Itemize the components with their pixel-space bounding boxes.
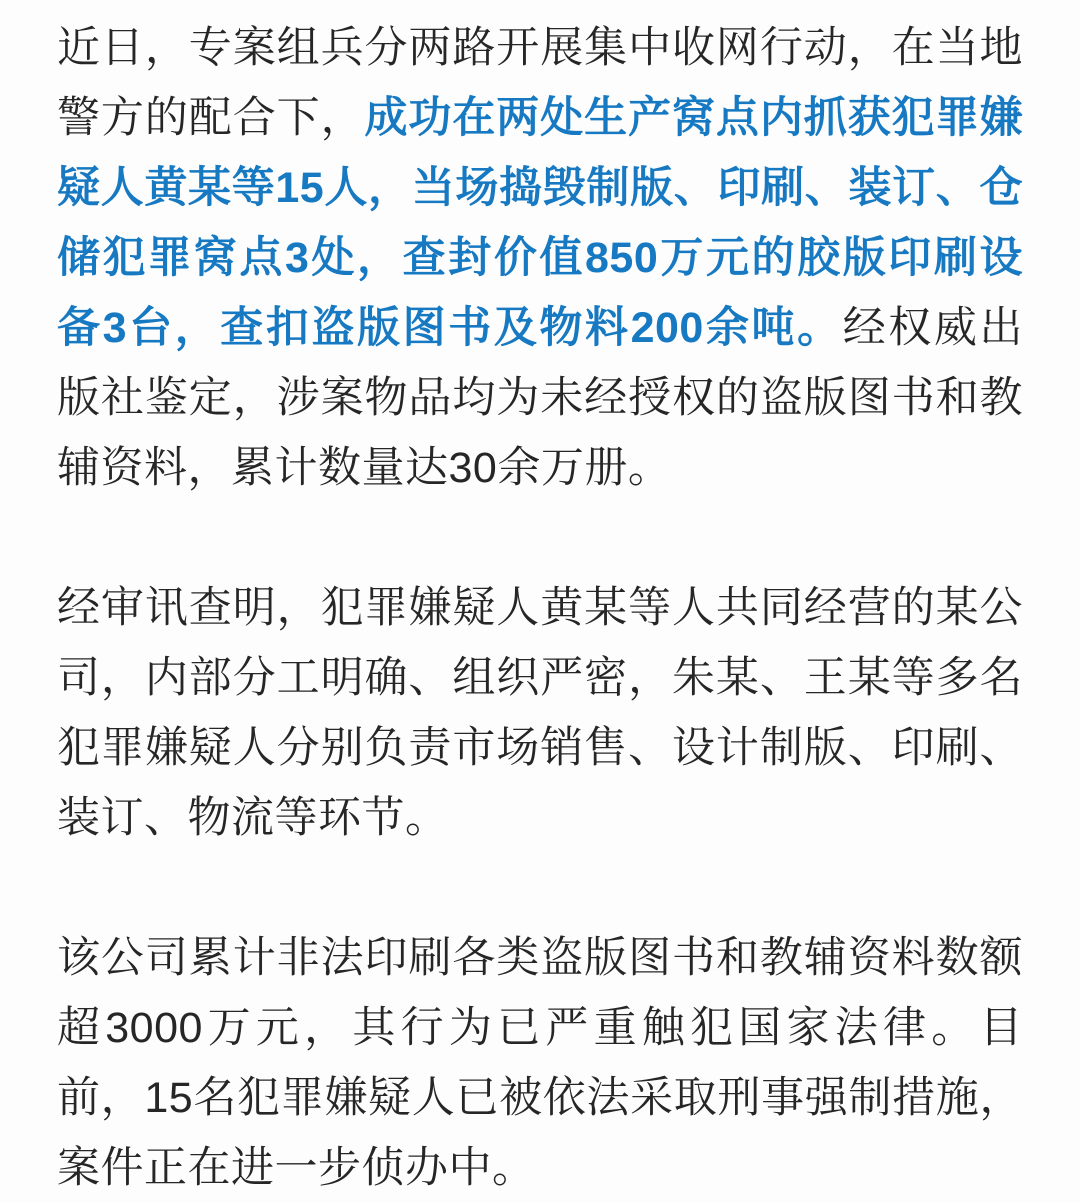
paragraph-1	[57, 13, 1023, 503]
paragraph-2	[57, 573, 1023, 853]
paragraph-3	[57, 923, 1023, 1203]
text-segment: 经权威出版社鉴定，涉案物品均为未经授权的盗版图书和教辅资料，累计数量达30余万册。	[57, 304, 1023, 492]
text-segment: 经审讯查明，犯罪嫌疑人黄某等人共同经营的某公司，内部分工明确、组织严密，朱某、王某等多名犯罪嫌疑人分别负责市场销售、设计制版、印刷、装订、物流等环节。	[57, 584, 1023, 842]
text-segment: 近日，专案组兵分两路开展集中收网行动，在当地警方的配合下，	[57, 24, 1023, 142]
text-segment: 该公司累计非法印刷各类盗版图书和教辅资料数额超3000万元，其行为已严重触犯国家法律。目前，15名犯罪嫌疑人已被依法采取刑事强制措施，案件正在进一步侦办中。	[57, 934, 1023, 1192]
highlighted-text-segment: 成功在两处生产窝点内抓获犯罪嫌疑人黄某等15人，当场捣毁制版、印刷、装订、仓储犯罪窝点3处，查封价值850万元的胶版印刷设备3台，查扣盗版图书及物料200余吨。	[57, 94, 1023, 352]
